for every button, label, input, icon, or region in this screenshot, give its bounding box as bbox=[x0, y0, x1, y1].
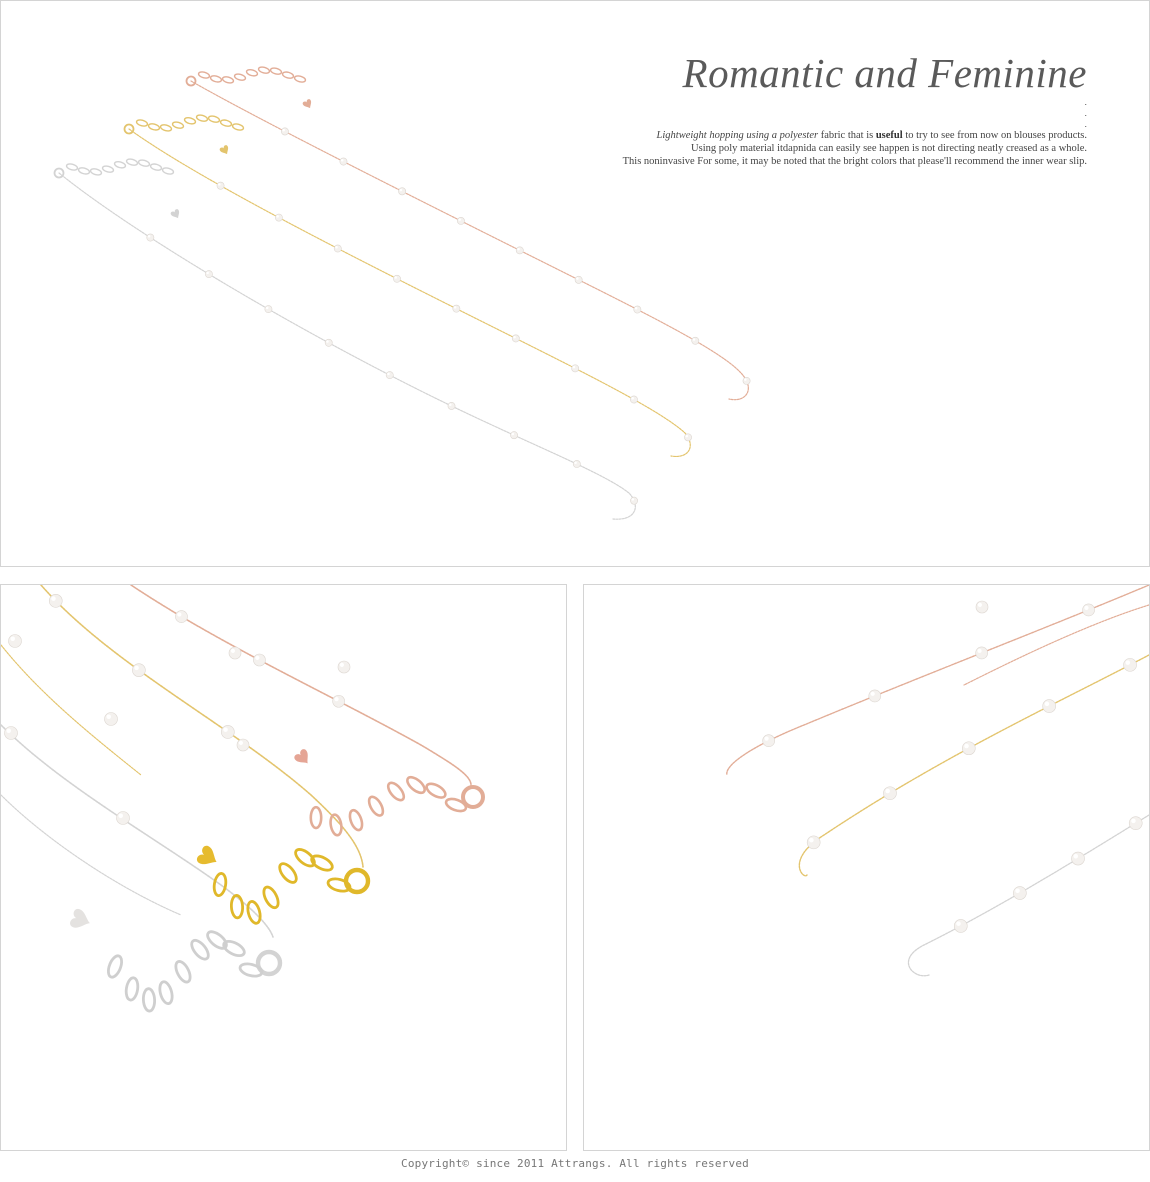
pearl-highlight bbox=[764, 737, 768, 741]
extender-link bbox=[234, 73, 246, 81]
copyright-footer: Copyright© since 2011 Attrangs. All rights reserved bbox=[401, 1157, 749, 1170]
pearl-highlight bbox=[885, 789, 890, 794]
extender-link bbox=[158, 980, 175, 1005]
pearl-highlight bbox=[387, 373, 390, 376]
extender-link bbox=[294, 75, 306, 83]
pearl bbox=[1129, 817, 1142, 830]
extender-link bbox=[125, 977, 140, 1001]
pearl bbox=[229, 647, 241, 659]
extender-link bbox=[198, 71, 210, 79]
extender-link bbox=[232, 123, 244, 131]
pearl bbox=[217, 182, 224, 189]
pearl-highlight bbox=[231, 649, 235, 653]
pearl-highlight bbox=[1045, 702, 1050, 707]
pearl bbox=[399, 188, 406, 195]
extender-link bbox=[114, 161, 126, 169]
description-line-3: This noninvasive For some, it may be noted that the bright colors that please'll recommend the inner wear slip. bbox=[622, 156, 1087, 167]
pearl bbox=[386, 372, 393, 379]
pearl-highlight bbox=[964, 744, 969, 749]
heart-charm-icon bbox=[69, 908, 93, 933]
heart-charm-icon bbox=[195, 844, 221, 870]
pearl-highlight bbox=[809, 838, 814, 843]
chain bbox=[1, 645, 141, 775]
description-bold: useful bbox=[875, 130, 903, 141]
pearl bbox=[1013, 887, 1026, 900]
chain bbox=[41, 585, 363, 867]
heart-charm-icon bbox=[293, 748, 313, 768]
extender-link bbox=[102, 165, 114, 173]
pearl bbox=[692, 337, 699, 344]
extender-link bbox=[90, 168, 102, 176]
extender-link bbox=[136, 119, 148, 127]
pearl-detail-panel bbox=[583, 584, 1150, 1151]
description-line-2: Using poly material itdapnida can easily see happen is not directing neatly creased as a whole. bbox=[691, 143, 1087, 154]
extender-link bbox=[405, 774, 428, 795]
pearl bbox=[1083, 604, 1095, 616]
description-italic: Lightweight hopping using a polyester bbox=[656, 130, 819, 141]
pearl-highlight bbox=[239, 741, 243, 745]
extender-link bbox=[184, 117, 196, 125]
pearl-highlight bbox=[1015, 888, 1020, 893]
extender-link bbox=[150, 163, 162, 171]
pearl-highlight bbox=[574, 462, 577, 465]
chain bbox=[964, 605, 1149, 685]
pearl-highlight bbox=[400, 189, 403, 192]
extender-link bbox=[282, 71, 294, 79]
pearl-highlight bbox=[148, 235, 151, 238]
pearl-highlight bbox=[956, 921, 961, 926]
pearl bbox=[976, 601, 988, 613]
pearl-highlight bbox=[977, 649, 981, 653]
extender-link bbox=[424, 781, 447, 800]
pearl bbox=[117, 812, 130, 825]
extender-link bbox=[311, 807, 321, 828]
pearl bbox=[630, 497, 637, 504]
chain bbox=[129, 129, 690, 456]
pearl-highlight bbox=[871, 692, 875, 696]
pearl-highlight bbox=[118, 813, 123, 818]
dot: . bbox=[1084, 108, 1087, 118]
pearl-highlight bbox=[458, 218, 461, 221]
clasp-closeup-photo bbox=[1, 585, 566, 1150]
pearl bbox=[9, 635, 22, 648]
pearl bbox=[883, 787, 896, 800]
extender-link bbox=[66, 163, 78, 171]
dot: . bbox=[1084, 97, 1087, 107]
pearl bbox=[281, 128, 288, 135]
pearl bbox=[237, 739, 249, 751]
extender-link bbox=[270, 67, 282, 75]
extender-link bbox=[196, 114, 208, 122]
pearl-closeup-photo bbox=[584, 585, 1149, 1150]
pearl-highlight bbox=[1126, 660, 1131, 665]
pearl-highlight bbox=[517, 248, 520, 251]
pearl bbox=[175, 611, 187, 623]
pearl-highlight bbox=[1073, 854, 1078, 859]
description-line-1 bbox=[623, 129, 1087, 142]
pearl bbox=[573, 460, 580, 467]
chain bbox=[59, 173, 635, 519]
pearl bbox=[340, 158, 347, 165]
pearl-highlight bbox=[576, 277, 579, 280]
extender-link bbox=[208, 115, 220, 123]
pearl-highlight bbox=[978, 603, 982, 607]
extender-link bbox=[329, 814, 343, 836]
pearl bbox=[325, 339, 332, 346]
pearl bbox=[516, 247, 523, 254]
chain bbox=[1, 795, 181, 915]
pearl bbox=[448, 402, 455, 409]
pearl-highlight bbox=[631, 397, 634, 400]
hero-panel bbox=[0, 0, 1150, 567]
pearl-highlight bbox=[6, 728, 11, 733]
description-text: fabric that is bbox=[818, 130, 876, 141]
pearl bbox=[49, 594, 62, 607]
pearl-highlight bbox=[573, 366, 576, 369]
extender-link bbox=[220, 119, 232, 127]
pearl bbox=[338, 661, 350, 673]
pearl bbox=[743, 377, 750, 384]
heart-charm-icon bbox=[302, 98, 314, 110]
pearl bbox=[634, 306, 641, 313]
pearl-highlight bbox=[218, 183, 221, 186]
extender-link bbox=[348, 809, 365, 832]
extender-link bbox=[293, 846, 317, 869]
pearl bbox=[105, 713, 118, 726]
extender-link bbox=[205, 929, 229, 952]
pearl bbox=[5, 727, 18, 740]
pearl bbox=[147, 234, 154, 241]
pearl bbox=[763, 735, 775, 747]
pearl-highlight bbox=[10, 636, 15, 641]
pearl-highlight bbox=[454, 306, 457, 309]
extender-link bbox=[385, 780, 406, 803]
extender-link bbox=[162, 167, 174, 175]
extender-link bbox=[222, 76, 234, 84]
extender-link bbox=[148, 123, 160, 131]
chain bbox=[908, 815, 1149, 976]
pearl-highlight bbox=[693, 338, 696, 341]
pearl-highlight bbox=[686, 435, 689, 438]
extender-link bbox=[261, 885, 281, 910]
pearl bbox=[333, 695, 345, 707]
extender-link bbox=[138, 159, 150, 167]
pearl-highlight bbox=[340, 663, 344, 667]
extender-link bbox=[210, 75, 222, 83]
pearl bbox=[807, 836, 820, 849]
pearl-highlight bbox=[266, 307, 269, 310]
pearl-highlight bbox=[177, 612, 181, 616]
pearl-highlight bbox=[255, 656, 259, 660]
extender-link bbox=[246, 69, 258, 77]
dot: . bbox=[1084, 119, 1087, 129]
pearl bbox=[221, 725, 234, 738]
hero-dots bbox=[1083, 97, 1087, 130]
pearl bbox=[393, 275, 400, 282]
pearl bbox=[453, 305, 460, 312]
pearl bbox=[575, 276, 582, 283]
pearl-highlight bbox=[449, 403, 452, 406]
pearl-highlight bbox=[513, 336, 516, 339]
extender-link bbox=[126, 158, 138, 166]
pearl-highlight bbox=[635, 307, 638, 310]
extender-link bbox=[231, 895, 243, 918]
pearl-highlight bbox=[335, 246, 338, 249]
pearl-highlight bbox=[223, 727, 228, 732]
hero-title: Romantic and Feminine bbox=[682, 50, 1087, 96]
pearl bbox=[630, 396, 637, 403]
pearl-highlight bbox=[326, 340, 329, 343]
pearl-highlight bbox=[341, 159, 344, 162]
pearl-highlight bbox=[51, 596, 56, 601]
pearl bbox=[512, 335, 519, 342]
extender-link bbox=[366, 795, 385, 818]
extender-link bbox=[78, 167, 90, 175]
pearl-highlight bbox=[1084, 606, 1088, 610]
pearl bbox=[869, 690, 881, 702]
clasp-detail-panel bbox=[0, 584, 567, 1151]
pearl bbox=[684, 434, 691, 441]
pearl-highlight bbox=[512, 433, 515, 436]
pearl bbox=[1124, 658, 1137, 671]
pearl bbox=[572, 365, 579, 372]
pearl-highlight bbox=[134, 666, 139, 671]
pearl-highlight bbox=[744, 378, 747, 381]
heart-charm-icon bbox=[219, 144, 231, 156]
pearl bbox=[265, 306, 272, 313]
description-text: to try to see from now on blouses products. bbox=[902, 130, 1087, 141]
pearl bbox=[457, 217, 464, 224]
pearl bbox=[132, 664, 145, 677]
pearl bbox=[275, 214, 282, 221]
pearl-highlight bbox=[1131, 819, 1136, 824]
pearl bbox=[205, 271, 212, 278]
pearl bbox=[962, 742, 975, 755]
clasp-ring-icon bbox=[463, 787, 483, 807]
pearl bbox=[976, 647, 988, 659]
pearl-highlight bbox=[334, 697, 338, 701]
pearl-highlight bbox=[394, 276, 397, 279]
pearl bbox=[510, 432, 517, 439]
pearl-highlight bbox=[282, 129, 285, 132]
extender-link bbox=[277, 861, 300, 885]
pearl bbox=[954, 919, 967, 932]
pearl-highlight bbox=[206, 272, 209, 275]
hero-description bbox=[623, 129, 1087, 168]
pearl-highlight bbox=[632, 498, 635, 501]
extender-link bbox=[106, 954, 124, 979]
pearl bbox=[253, 654, 265, 666]
heart-charm-icon bbox=[170, 208, 182, 220]
extender-link bbox=[160, 124, 172, 132]
chain bbox=[799, 655, 1149, 876]
extender-link bbox=[173, 959, 193, 984]
pearl-highlight bbox=[276, 215, 279, 218]
pearl bbox=[1072, 852, 1085, 865]
extender-link bbox=[189, 938, 212, 962]
pearl bbox=[334, 245, 341, 252]
extender-link bbox=[258, 66, 270, 74]
extender-link bbox=[143, 988, 155, 1011]
extender-link bbox=[172, 121, 184, 129]
pearl bbox=[1043, 700, 1056, 713]
pearl-highlight bbox=[106, 714, 111, 719]
